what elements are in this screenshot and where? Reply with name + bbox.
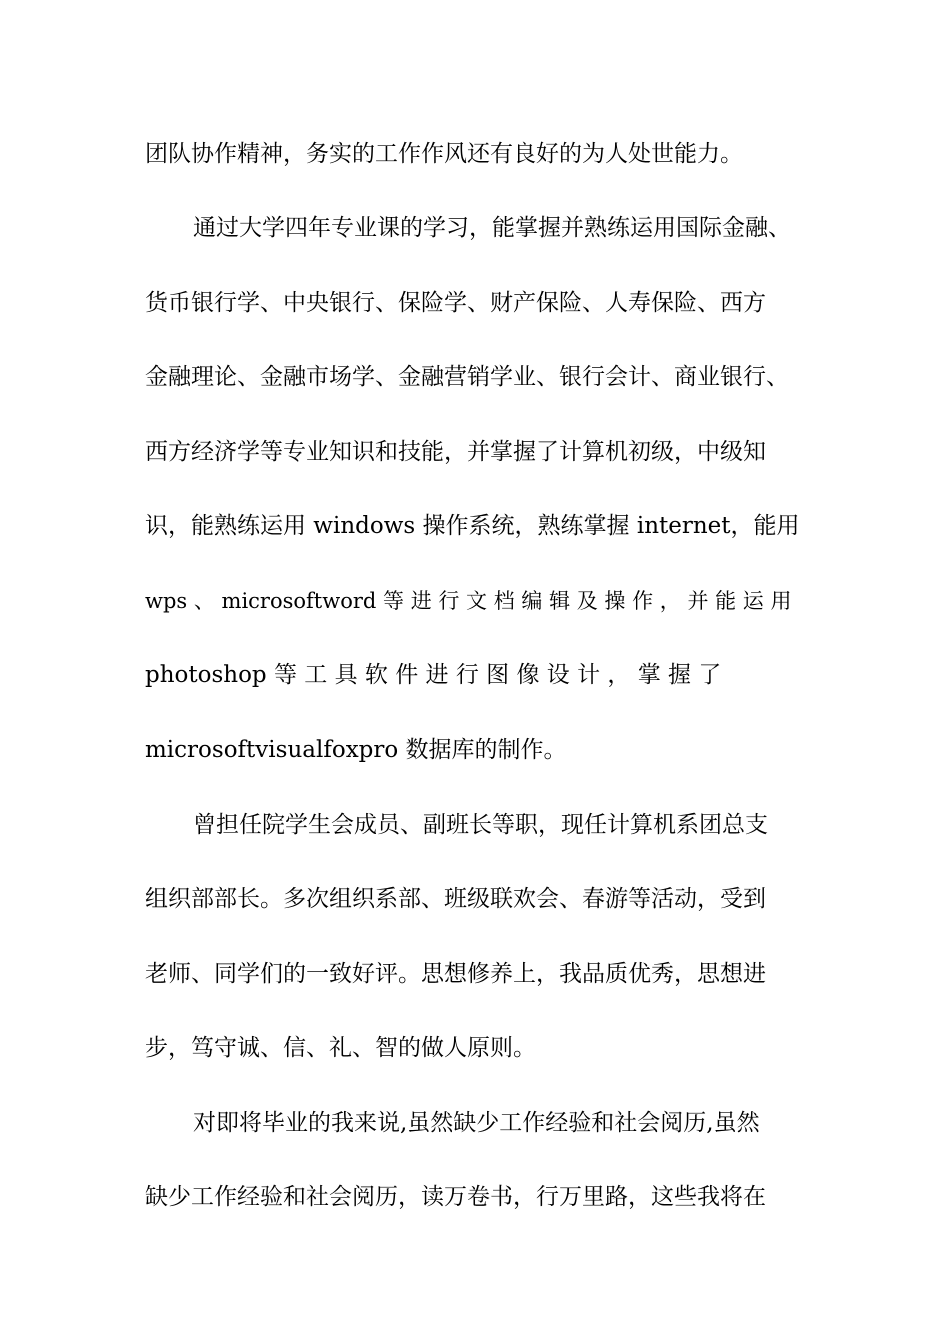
text-line: 识，能熟练运用 windows 操作系统，熟练掌握 internet，能用 xyxy=(145,513,800,539)
text-line: 货币银行学、中央银行、保险学、财产保险、人寿保险、西方 xyxy=(145,290,766,316)
text-line: microsoftvisualfoxpro 数据库的制作。 xyxy=(145,737,567,763)
paragraph-start-line: 通过大学四年专业课的学习，能掌握并熟练运用国际金融、 xyxy=(193,215,791,241)
text-line: 缺少工作经验和社会阅历，读万卷书，行万里路，这些我将在 xyxy=(145,1184,766,1210)
text-line: 金融理论、金融市场学、金融营销学业、银行会计、商业银行、 xyxy=(145,364,789,390)
text-line: 步，笃守诚、信、礼、智的做人原则。 xyxy=(145,1035,536,1061)
text-line: 组织部部长。多次组织系部、班级联欢会、春游等活动，受到 xyxy=(145,886,766,912)
text-line: wps 、 microsoftword 等 进 行 文 档 编 辑 及 操 作 ， 并 能 运 用 xyxy=(145,589,792,613)
text-line: photoshop 等 工 具 软 件 进 行 图 像 设 计 ， 掌 握 了 xyxy=(145,662,722,688)
paragraph-start-line: 对即将毕业的我来说,虽然缺少工作经验和社会阅历,虽然 xyxy=(193,1110,760,1136)
text-line: 西方经济学等专业知识和技能，并掌握了计算机初级，中级知 xyxy=(145,439,766,465)
paragraph-start-line: 曾担任院学生会成员、副班长等职，现任计算机系团总支 xyxy=(193,812,768,838)
text-line: 老师、同学们的一致好评。思想修养上，我品质优秀，思想进 xyxy=(145,961,766,987)
text-line: 团队协作精神，务实的工作作风还有良好的为人处世能力。 xyxy=(145,141,743,167)
